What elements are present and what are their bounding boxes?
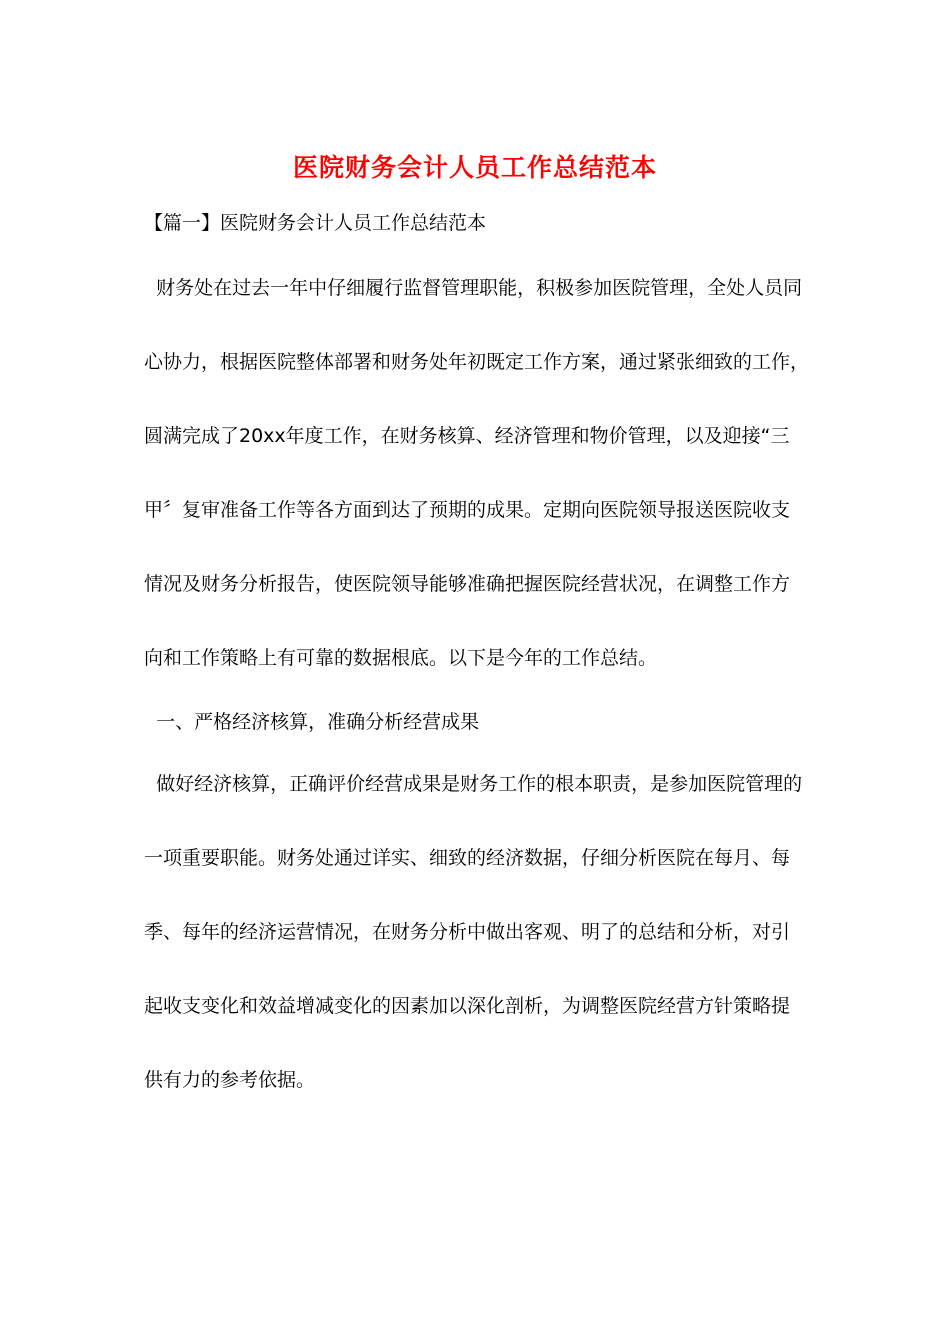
paragraph-line: 财务处在过去一年中仔细履行监督管理职能，积极参加医院管理，全处人员同 <box>144 277 803 299</box>
paragraph-line: 甲〞复审准备工作等各方面到达了预期的成果。定期向医院领导报送医院收支 <box>144 499 791 521</box>
paragraph-line: 季、每年的经济运营情况，在财务分析中做出客观、明了的总结和分析，对引 <box>144 921 791 943</box>
paragraph-line: 圆满完成了20xx年度工作，在财务核算、经济管理和物价管理，以及迎接“三 <box>144 425 790 447</box>
subheading-1: 一、严格经济核算，准确分析经营成果 <box>144 711 480 733</box>
paragraph-line: 做好经济核算，正确评价经营成果是财务工作的根本职责，是参加医院管理的 <box>144 773 803 795</box>
paragraph-line: 供有力的参考依据。 <box>144 1069 316 1091</box>
paragraph-line: 起收支变化和效益增减变化的因素加以深化剖析，为调整医院经营方针策略提 <box>144 995 791 1017</box>
paragraph-line: 向和工作策略上有可靠的数据根底。以下是今年的工作总结。 <box>144 647 658 669</box>
paragraph-line: 心协力，根据医院整体部署和财务处年初既定工作方案，通过紧张细致的工作， <box>144 351 810 373</box>
section-heading: 【篇一】医院财务会计人员工作总结范本 <box>144 212 487 234</box>
page-title: 医院财务会计人员工作总结范本 <box>292 153 657 182</box>
paragraph-line: 情况及财务分析报告，使医院领导能够准确把握医院经营状况，在调整工作方 <box>144 573 791 595</box>
paragraph-line: 一项重要职能。财务处通过详实、细致的经济数据，仔细分析医院在每月、每 <box>144 847 791 869</box>
